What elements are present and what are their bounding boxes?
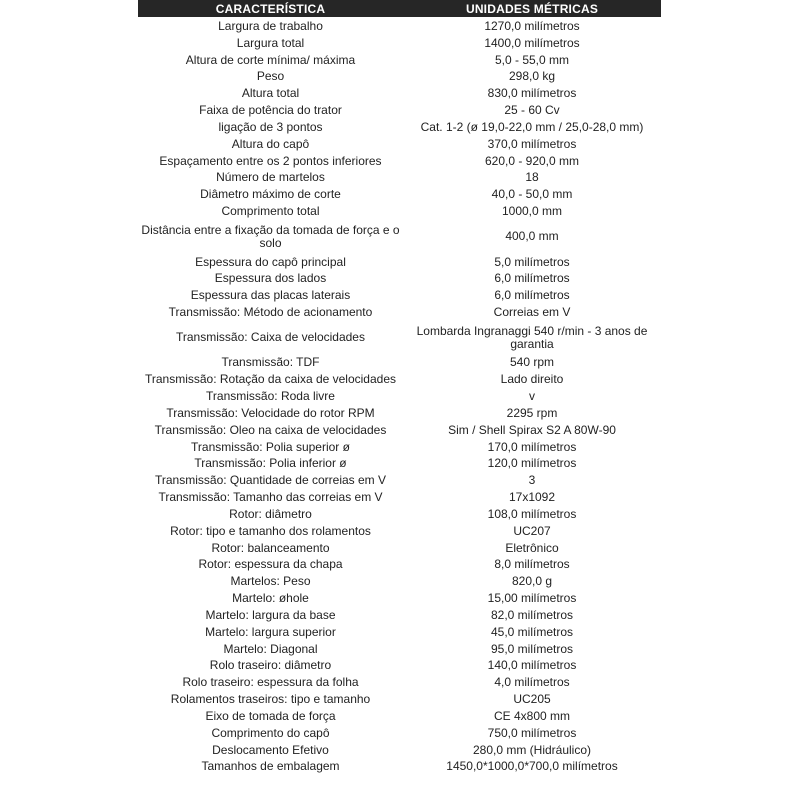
- metric-value-cell: 400,0 mm: [505, 229, 559, 244]
- metric-value-cell: 1000,0 mm: [501, 204, 563, 219]
- characteristic-cell: Transmissão: TDF: [221, 355, 320, 370]
- table-row: [138, 540, 661, 557]
- characteristic-cell: Largura total: [236, 35, 305, 50]
- table-row: [138, 169, 661, 186]
- metric-value-cell: UC207: [513, 523, 551, 538]
- table-row: [138, 607, 661, 624]
- metric-value-cell: Lombarda Ingranaggi 540 r/min - 3 anos de garantia: [416, 323, 648, 351]
- metric-value-cell: UC205: [513, 692, 551, 707]
- metric-value-cell: 6,0 milímetros: [494, 288, 570, 303]
- characteristic-cell: Transmissão: Rotação da caixa de velocidades: [144, 372, 397, 387]
- metric-value-cell: 40,0 - 50,0 mm: [491, 187, 573, 202]
- table-row: [138, 506, 661, 523]
- table-row: [138, 523, 661, 540]
- table-row: [138, 674, 661, 691]
- metric-value-cell: 280,0 mm (Hidráulico): [472, 742, 592, 757]
- table-row: [138, 18, 661, 35]
- metric-value-cell: 108,0 milímetros: [487, 506, 577, 521]
- table-row: [138, 624, 661, 641]
- metric-value-cell: 540 rpm: [509, 355, 555, 370]
- characteristic-cell: Transmissão: Polia inferior ø: [194, 456, 347, 471]
- table-row: [138, 254, 661, 271]
- metric-value-cell: Eletrônico: [505, 540, 559, 555]
- table-row: [138, 220, 661, 254]
- table-row: [138, 119, 661, 136]
- metric-value-cell: 298,0 kg: [508, 69, 556, 84]
- metric-value-cell: 45,0 milímetros: [490, 624, 574, 639]
- metric-value-cell: Sim / Shell Spirax S2 A 80W-90: [448, 422, 616, 437]
- characteristic-cell: Transmissão: Polia superior ø: [191, 439, 350, 454]
- metric-value-cell: Cat. 1-2 (ø 19,0-22,0 mm / 25,0-28,0 mm): [420, 119, 644, 134]
- metric-value-cell: 370,0 milímetros: [487, 136, 577, 151]
- characteristic-cell: Faixa de potência do trator: [199, 103, 342, 118]
- table-row: [138, 203, 661, 220]
- characteristic-cell: Rolo traseiro: diâmetro: [209, 658, 332, 673]
- table-row: [138, 708, 661, 725]
- table-row: [138, 68, 661, 85]
- characteristic-cell: Transmissão: Velocidade do rotor RPM: [166, 405, 375, 420]
- metric-value-cell: 1400,0 milímetros: [484, 35, 580, 50]
- metric-value-cell: 1450,0*1000,0*700,0 milímetros: [446, 759, 618, 774]
- table-row: [138, 557, 661, 574]
- metric-value-cell: 1270,0 milímetros: [484, 18, 580, 33]
- characteristic-cell: Peso: [256, 69, 285, 84]
- characteristic-cell: Comprimento do capô: [211, 725, 330, 740]
- metric-value-cell: 8,0 milímetros: [494, 557, 570, 572]
- metric-value-cell: 15,00 milímetros: [487, 591, 577, 606]
- metric-value-cell: 5,0 - 55,0 mm: [494, 52, 570, 67]
- table-row: [138, 388, 661, 405]
- characteristic-cell: Martelos: Peso: [230, 574, 311, 589]
- characteristic-cell: Transmissão: Oleo na caixa de velocidades: [154, 422, 387, 437]
- characteristic-cell: Tamanhos de embalagem: [201, 759, 340, 774]
- characteristic-cell: Martelo: largura superior: [205, 624, 336, 639]
- characteristic-cell: Espessura do capô principal: [195, 254, 346, 269]
- characteristic-cell: Transmissão: Quantidade de correias em V: [155, 473, 386, 488]
- table-row: [138, 304, 661, 321]
- characteristic-cell: Largura de trabalho: [218, 18, 323, 33]
- characteristic-cell: Comprimento total: [221, 204, 320, 219]
- metric-value-cell: 120,0 milímetros: [487, 456, 577, 471]
- metric-value-cell: 830,0 milímetros: [487, 86, 577, 101]
- characteristic-cell: Rotor: espessura da chapa: [198, 557, 343, 572]
- characteristic-cell: ligação de 3 pontos: [218, 119, 323, 134]
- table-row: [138, 136, 661, 153]
- metric-value-cell: 170,0 milímetros: [487, 439, 577, 454]
- metric-value-cell: 6,0 milímetros: [494, 271, 570, 286]
- metric-value-cell: 620,0 - 920,0 mm: [484, 153, 580, 168]
- metric-value-cell: 18: [525, 170, 539, 185]
- characteristic-cell: Transmissão: Tamanho das correias em V: [158, 490, 383, 505]
- spec-table: [138, 0, 661, 775]
- metric-value-cell: 25 - 60 Cv: [504, 103, 560, 118]
- table-body: [138, 18, 661, 775]
- table-row: [138, 590, 661, 607]
- metric-value-cell: 140,0 milímetros: [487, 658, 577, 673]
- table-row: [138, 422, 661, 439]
- table-row: [138, 355, 661, 372]
- metric-value-cell: 4,0 milímetros: [494, 675, 570, 690]
- table-row: [138, 456, 661, 473]
- characteristic-cell: Martelo: øhole: [232, 591, 309, 606]
- table-row: [138, 52, 661, 69]
- table-row: [138, 85, 661, 102]
- table-row: [138, 405, 661, 422]
- table-row: [138, 641, 661, 658]
- table-row: [138, 657, 661, 674]
- metric-value-cell: v: [529, 389, 535, 404]
- characteristic-cell: Martelo: largura da base: [205, 607, 336, 622]
- table-row: [138, 186, 661, 203]
- table-row: [138, 270, 661, 287]
- table-row: [138, 371, 661, 388]
- characteristic-cell: Transmissão: Caixa de velocidades: [176, 330, 365, 345]
- characteristic-cell: Altura total: [241, 86, 300, 101]
- table-row: [138, 439, 661, 456]
- metric-value-cell: 3: [528, 473, 536, 488]
- metric-value-cell: 17x1092: [508, 490, 556, 505]
- table-row: [138, 287, 661, 304]
- characteristic-cell: Eixo de tomada de força: [205, 708, 336, 723]
- characteristic-cell: Espessura das placas laterais: [190, 288, 351, 303]
- characteristic-cell: Espaçamento entre os 2 pontos inferiores: [159, 153, 382, 168]
- metric-value-cell: 95,0 milímetros: [490, 641, 574, 656]
- table-header: [138, 0, 661, 17]
- metric-value-cell: Lado direito: [500, 372, 564, 387]
- metric-value-cell: 2295 rpm: [506, 405, 558, 420]
- characteristic-cell: Transmissão: Método de acionamento: [168, 304, 373, 319]
- table-row: [138, 102, 661, 119]
- characteristic-cell: Deslocamento Efetivo: [212, 742, 329, 757]
- metric-value-cell: 750,0 milímetros: [487, 725, 577, 740]
- table-row: [138, 725, 661, 742]
- metric-value-cell: 82,0 milímetros: [490, 607, 574, 622]
- table-row: [138, 573, 661, 590]
- characteristic-cell: Altura de corte mínima/ máxima: [185, 52, 356, 67]
- table-row: [138, 691, 661, 708]
- characteristic-cell: Número de martelos: [216, 170, 325, 185]
- characteristic-cell: Rolo traseiro: espessura da folha: [182, 675, 359, 690]
- characteristic-cell: Rotor: tipo e tamanho dos rolamentos: [170, 523, 371, 538]
- header-characteristic: CARACTERÍSTICA: [215, 1, 326, 16]
- metric-value-cell: CE 4x800 mm: [493, 708, 571, 723]
- characteristic-cell: Martelo: Diagonal: [223, 641, 318, 656]
- characteristic-cell: Transmissão: Roda livre: [206, 389, 335, 404]
- characteristic-cell: Diâmetro máximo de corte: [200, 187, 341, 202]
- metric-value-cell: 820,0 g: [511, 574, 553, 589]
- table-row: [138, 321, 661, 355]
- characteristic-cell: Distância entre a fixação da tomada de força e o solo: [141, 222, 400, 250]
- table-row: [138, 35, 661, 52]
- characteristic-cell: Rotor: diâmetro: [229, 506, 312, 521]
- table-row: [138, 742, 661, 759]
- characteristic-cell: Altura do capô: [231, 136, 310, 151]
- table-row: [138, 489, 661, 506]
- metric-value-cell: Correias em V: [493, 304, 571, 319]
- table-row: [138, 153, 661, 170]
- header-metric-units: UNIDADES MÉTRICAS: [465, 1, 599, 16]
- metric-value-cell: 5,0 milímetros: [494, 254, 570, 269]
- characteristic-cell: Rolamentos traseiros: tipo e tamanho: [170, 692, 371, 707]
- characteristic-cell: Rotor: balanceamento: [211, 540, 330, 555]
- table-row: [138, 472, 661, 489]
- table-row: [138, 758, 661, 775]
- characteristic-cell: Espessura dos lados: [214, 271, 327, 286]
